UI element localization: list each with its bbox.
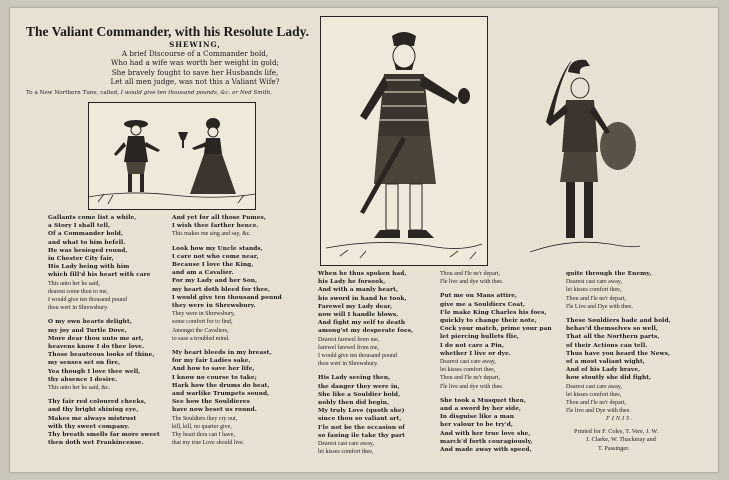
verse-line: His Lady being with him [48,264,130,271]
refrain-line: The Souldiers they cry out, [172,415,238,422]
verse-line: When he thus spoken had, [318,271,407,277]
refrain-line: I'le live and dye with thee. [440,279,504,286]
refrain-line: They were in Shrewsbury, [172,311,235,318]
verse-line: let piercing bullets flie, [440,334,520,341]
verse-line: I care not who come near, [172,253,259,260]
refrain-line: Thou and I'le ne'r depart, [440,271,500,277]
woodcut-commander [320,16,488,266]
refrain-line: This unto her he said, [48,280,100,287]
verse-line: See how the Souldieres [172,399,250,406]
verse-line: in Chester City fair, [48,256,114,263]
verse-line: have now beset us round. [172,407,257,414]
verse-line: I do not care a Pin, [440,342,505,349]
verse-line: which fill'd his heart with care [48,272,151,279]
verse-line: In disguise like a man [440,414,515,421]
verse-line: and a sword by her side, [440,406,522,413]
verse-line: I wish thee farther hence. [172,223,259,230]
refrain-line: let kisses comfort thee, [566,391,622,398]
tune-line [26,90,326,96]
refrain-line: Dearest cast care away, [318,441,374,448]
verse-line: for my fair Ladies sake, [172,358,251,365]
verse-line: These Souldiers bade and bold, [566,318,671,325]
verse-line: his sword in hand he took, [318,295,407,302]
refrain-line: thou wert in Shrewsbury. [48,305,109,312]
verse-line: His Lady seeing then, [318,375,391,382]
verse-line: O my own hearts delight, [48,319,132,326]
verse-line: And how to save her life, [172,366,255,373]
verse-line: And of his Lady brave, [566,367,641,374]
verse-line: And made away with speed, [440,447,532,454]
verse-line: Cock your match, prime your pan [440,326,552,333]
verse-line: Look how my Uncle stands, [172,245,263,252]
printer-line: J. Clarke, W. Thackeray and [586,436,656,444]
refrain-line: Thou and I'le ne'r depart, [440,375,500,382]
refrain-line: I would give ten thousand pound [318,353,397,360]
text-column-2 [172,214,282,447]
refrain-line: This unto her he said, &c. [48,385,111,392]
verse-line: march'd forth couragiously, [440,438,533,445]
refrain-line: kill, kill, no quarter give, [172,423,232,430]
verse-line: And with a manly heart, [318,287,399,294]
tune-prefix: To a New Northern Tune, called, [26,90,119,96]
verse-line: quickly to change their note, [440,318,537,325]
shewing-heading: SHEWING, [169,40,221,49]
subtitle-line: Who had a wife was worth her weight in gold; [111,58,279,68]
refrain-line: Amongst the Cavaliers, [172,327,229,334]
finis-mark: FINIS. [606,415,635,423]
verse-line: then doth wet Frankincense. [48,440,144,447]
printer-line: T. Passinger. [598,444,630,452]
refrain-line: dearest come thou to me, [48,288,109,295]
text-column-5 [566,270,671,453]
refrain-line: some comfort for to find, [172,319,233,326]
verse-line: Gallants come list a while, [48,215,137,221]
verse-line: Makes me always mistrust [48,415,137,422]
verse-line: thy absence I desire. [48,376,118,383]
verse-line: his Lady he forsook, [318,279,386,286]
verse-line: That all the Northern parts, [566,334,660,341]
ballad-subtitle [80,40,310,86]
refrain-line: farewel farewel from me, [318,344,379,351]
refrain-line: Thy heart thou can I have, [172,432,235,439]
refrain-line: I'le Live and Dye with thee. [566,303,633,310]
verse-line: I'le not be the occasion of [318,424,405,431]
refrain-line: Dearest cast care away, [566,383,622,390]
verse-line: Farewel my Lady dear, [318,303,393,310]
woodcut-couple [88,102,256,210]
verse-line: She like a Souldier bold, [318,391,401,398]
verse-line: She took a Musquet then, [440,397,527,404]
verse-line: with thy sweet company. [48,423,130,430]
verse-line: My truly Love (quoth she) [318,408,405,415]
verse-line: my heart doth bleed for thee, [172,286,271,293]
text-column-1 [48,214,160,447]
verse-line: Of a Commander bold, [48,231,124,238]
subtitle-line: A brief Discourse of a Commander bold, [121,49,269,59]
verse-line: heavens know I do thee love. [48,344,145,351]
verse-line: I would give ten thousand pound [172,294,282,301]
verse-line: Put me on Mans attire, [440,293,518,300]
ballad-title: The Valiant Commander, with his Resolute Lady. [26,24,310,39]
verse-line: quite through the Enemy, [566,271,652,277]
verse-line: how stoutly she did fight, [566,375,652,382]
refrain-line: Dearest farewel from me, [318,336,380,343]
verse-line: and am a Cavalier. [172,270,234,277]
verse-line: give me a Souldiers Coat, [440,301,526,308]
refrain-line: Thou and I'le ne'r depart, [566,295,626,302]
refrain-line: thou wert in Shrewsbury. [318,361,379,368]
refrain-line: Dearest cast care away, [566,279,622,286]
refrain-line: let kisses comfort thee, [440,367,496,374]
verse-line: my joy and Turtle Dove, [48,327,127,334]
verse-line: her valour to be try'd, [440,422,514,429]
refrain-line: let kisses comfort thee, [566,287,622,294]
refrain-line: Dearest cast care away, [440,359,496,366]
refrain-line: Thou and I'le ne'r depart, [566,400,626,407]
verse-line: since thou so valiant art, [318,416,402,423]
refrain-line: I would give ten thousand pound [48,297,127,304]
tune-name: I would give ten thousand pounds, &c. or Ned Smith. [120,90,272,96]
verse-line: Because I love the King, [172,262,254,269]
verse-line: among'st my desperate foes, [318,328,414,335]
verse-line: Hark how the drums do beat, [172,382,270,389]
verse-line: of their Actions can tell. [566,342,648,349]
verse-line: of a most valiant wight, [566,359,645,366]
verse-line: nobly then did begin, [318,400,390,407]
refrain-line: I'le live and Dye with thee. [566,408,631,415]
printer-line: Printed for F. Coles, T. Vere, J. W. [574,427,659,435]
verse-line: More dear thou unto me art, [48,335,144,342]
verse-line: My heart bleeds in my breast, [172,350,272,357]
verse-line: And with her true love she, [440,430,531,437]
subtitle-line: She bravely fought to save her Husbands life, [111,67,279,77]
verse-line: I'le make King Charles his foes, [440,309,547,316]
verse-line: whether I live or dye. [440,350,512,357]
verse-line: a Story I shall tell, [48,223,111,230]
verse-line: And yet for all those Fumes, [172,215,267,221]
verse-line: Thy fair red coloured cheeks, [48,399,147,406]
text-column-3 [318,270,413,456]
refrain-line: let kisses comfort thee, [318,449,374,456]
subtitle-line: Let all men judge, was not this a Valiant Wife? [110,76,280,86]
verse-line: so fauing ile take thy part [318,432,405,439]
verse-line: they were in Shrewsbury. [172,303,256,310]
refrain-line: I'le live and dye with thee. [440,383,504,390]
text-column-4 [440,270,552,454]
refrain-line: This makes me sing and say, &c. [172,231,251,238]
verse-line: I know no course to take; [172,374,257,381]
verse-line: He was besieged round, [48,247,128,254]
verse-line: and what to him befell. [48,239,126,246]
verse-line: Yea though I love thee well, [48,368,141,375]
verse-line: And fight my self to death [318,320,406,327]
verse-line: now will I handle blows, [318,312,399,319]
verse-line: Thus have you heard the News, [566,350,671,357]
verse-line: the danger they were in, [318,383,400,390]
refrain-line: that my true Love should live. [172,440,245,447]
verse-line: For my Lady and her Son, [172,278,258,285]
verse-line: my senses set on fire, [48,360,121,367]
verse-line: Those beauteous looks of thine, [48,352,155,359]
refrain-line: to ease a troubled mind. [172,335,230,342]
woodcut-armoured-soldier [530,52,640,256]
broadside-sheet [10,8,718,472]
verse-line: and warlike Trumpets sound, [172,391,270,398]
verse-line: behav'd themselves so well, [566,326,659,333]
verse-line: and thy bright shining eye, [48,407,139,414]
verse-line: Thy breath smells far more sweet [48,432,160,439]
